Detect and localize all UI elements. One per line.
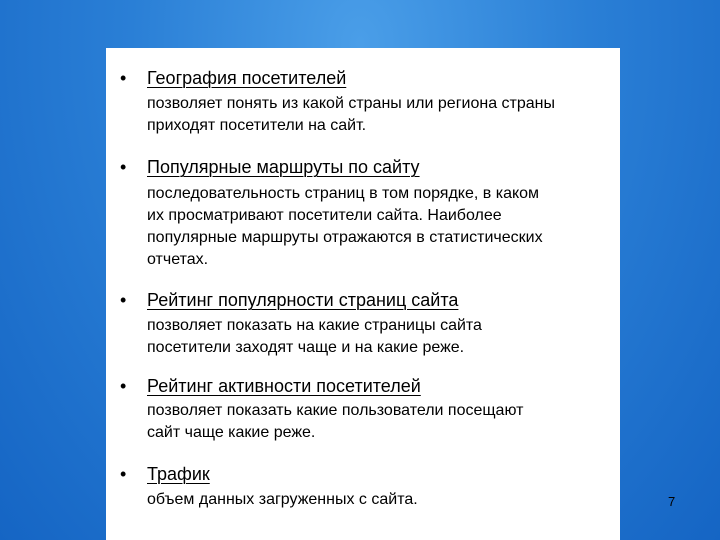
item-description: последовательность страниц в том порядке, в каком их просматривают посетители сайта. Наиболее популярные маршруты отражаются в статистических отчетах. [147, 185, 543, 268]
item-description: позволяет понять из какой страны или региона страны приходят посетители на сайт. [147, 95, 555, 134]
item-title: Трафик [147, 464, 210, 484]
item-title: Популярные маршруты по сайту [147, 157, 420, 177]
page-number: 7 [668, 494, 676, 509]
bullet-icon: • [120, 68, 127, 88]
item-title: География посетителей [147, 68, 347, 88]
item-description: объем данных загруженных с сайта. [147, 491, 418, 508]
bullet-icon: • [120, 464, 127, 484]
slide-content-panel [106, 48, 620, 540]
item-description: позволяет показать на какие страницы сайта посетители заходят чаще и на какие реже. [147, 317, 482, 356]
bullet-icon: • [120, 376, 127, 396]
bullet-icon: • [120, 290, 127, 310]
item-title: Рейтинг активности посетителей [147, 376, 421, 396]
item-title: Рейтинг популярности страниц сайта [147, 290, 459, 310]
bullet-icon: • [120, 157, 127, 177]
item-description: позволяет показать какие пользователи посещают сайт чаще какие реже. [147, 402, 524, 441]
